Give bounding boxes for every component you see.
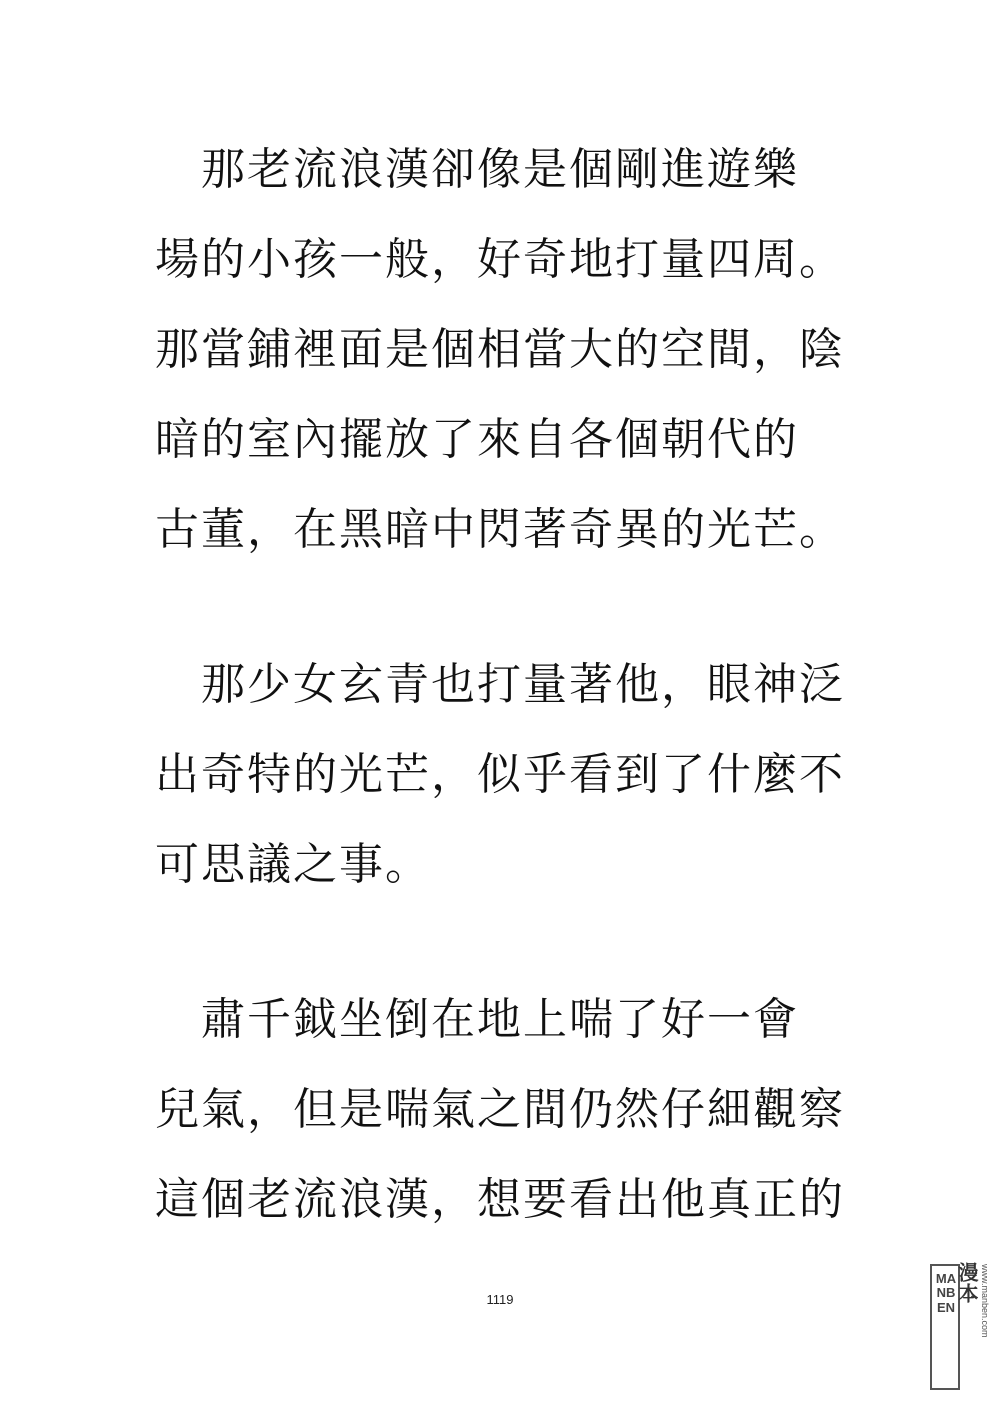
watermark-brand: 漫本 — [955, 1262, 979, 1304]
text-line: 兒氣，但是喘氣之間仍然仔細觀察 — [155, 1084, 845, 1135]
text-line: 場的小孩一般，好奇地打量四周。 — [155, 234, 845, 285]
text-line: 可思議之事。 — [155, 839, 431, 890]
text-line: 暗的室內擺放了來自各個朝代的 — [155, 414, 799, 465]
text-line: 這個老流浪漢，想要看出他真正的 — [155, 1174, 845, 1225]
text-line: 出奇特的光芒，似乎看到了什麼不 — [155, 749, 845, 800]
text-line: 那老流浪漢卻像是個剛進遊樂 — [155, 144, 799, 195]
text-line: 那當鋪裡面是個相當大的空間，陰 — [155, 324, 845, 375]
text-line: 肅千鉞坐倒在地上喘了好一會 — [155, 994, 799, 1045]
text-line: 那少女玄青也打量著他，眼神泛 — [155, 659, 845, 710]
text-line: 古董，在黑暗中閃著奇異的光芒。 — [155, 504, 845, 555]
watermark-letters: MANBEN — [935, 1271, 957, 1315]
watermark-url: www.manben.com — [980, 1264, 990, 1338]
watermark-logo — [930, 1262, 990, 1402]
page-number: 1119 — [486, 1292, 514, 1307]
